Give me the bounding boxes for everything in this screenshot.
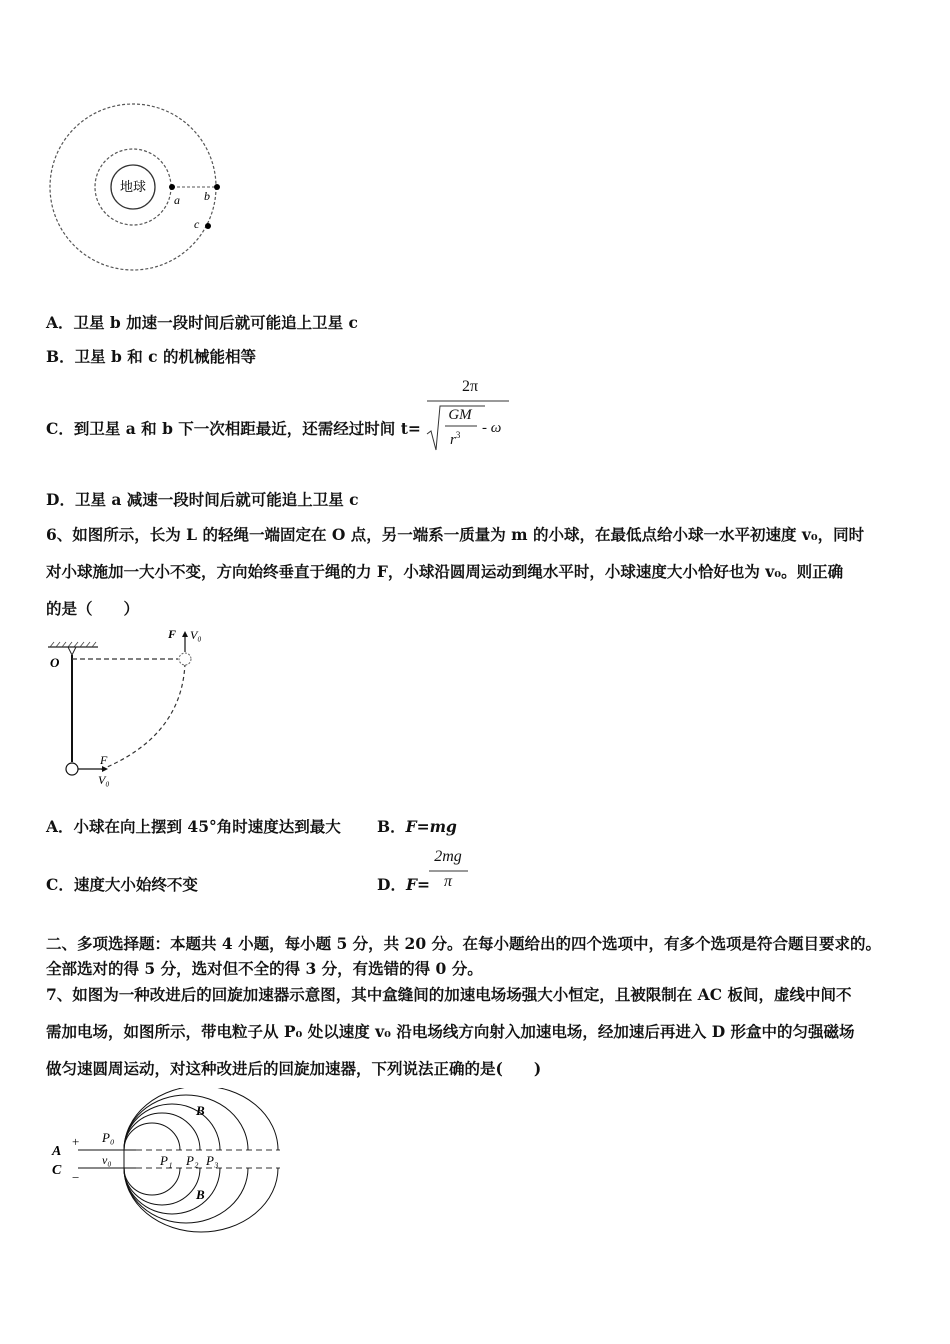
q7-stem-line3: 做匀速圆周运动，对这种改进后的回旋加速器，下列说法正确的是( ) [46, 1059, 542, 1078]
q6-d-denominator: π [443, 873, 452, 890]
label-A: A [52, 1144, 62, 1159]
q5-option-c: C．到卫星 a 和 b 下一次相距最近，还需经过时间 t= [46, 419, 421, 438]
label-P0: P₀ [102, 1130, 115, 1145]
label-V0-bottom: V₀ [98, 773, 110, 787]
label-minus: − [72, 1170, 80, 1185]
section2-line1: 二、多项选择题：本题共 4 小题，每小题 5 分，共 20 分。在每小题给出的四个选项中，有多个选项是符合题目要求的。 [46, 934, 882, 953]
q6-option-a: A．小球在向上摆到 45°角时速度达到最大 [46, 817, 341, 836]
q6-stem-line2: 对小球施加一大小不变，方向始终垂直于绳的力 F，小球沿圆周运动到绳水平时，小球速度大小恰好也为 v₀。则正确 [46, 562, 844, 581]
q5-c-numerator: 2π [461, 378, 479, 395]
section2-line2: 全部选对的得 5 分，选对但不全的得 3 分，有选错的得 0 分。 [46, 959, 483, 978]
q6-option-b: B．F=mg [377, 817, 457, 836]
q5-c-gm: GM [448, 407, 472, 423]
earth-label: 地球 [120, 179, 147, 194]
q6-stem-line3: 的是（ ） [46, 599, 140, 618]
label-P2: P₂ [186, 1153, 199, 1168]
label-C: C [52, 1163, 62, 1178]
q5-option-a: A．卫星 b 加速一段时间后就可能追上卫星 c [46, 313, 358, 332]
pendulum-figure [42, 622, 222, 792]
label-F-top: F [168, 627, 177, 641]
label-v0: v₀ [102, 1153, 112, 1167]
label-plus: + [72, 1134, 80, 1149]
label-c: c [194, 217, 200, 231]
cyclotron-figure [46, 1088, 286, 1248]
label-P1: P₁ [160, 1153, 173, 1168]
satellite-b [214, 184, 220, 190]
q6-option-c: C．速度大小始终不变 [46, 875, 198, 894]
satellite-orbit-figure [40, 90, 240, 280]
q5-option-b: B．卫星 b 和 c 的机械能相等 [46, 347, 256, 366]
q6-stem-line1: 6、如图所示，长为 L 的轻绳一端固定在 O 点，另一端系一质量为 m 的小球，在最低点给小球一水平初速度 v₀，同时 [46, 525, 865, 544]
satellite-a [169, 184, 175, 190]
q7-stem-line1: 7、如图为一种改进后的回旋加速器示意图，其中盒缝间的加速电场场强大小恒定，且被限制在 AC 板间，虚线中间不 [46, 985, 852, 1004]
label-P3: P₃ [206, 1153, 219, 1168]
label-F-bottom: F [100, 753, 108, 767]
q5-c-r: $r^3$ [450, 430, 461, 448]
ball-top [179, 653, 191, 665]
q6-d-numerator: 2mg [434, 848, 462, 865]
q5-option-d: D．卫星 a 减速一段时间后就可能追上卫星 c [46, 490, 359, 509]
label-a: a [174, 193, 180, 207]
label-b: b [204, 189, 210, 203]
label-O: O [50, 655, 60, 670]
q7-stem-line2: 需加电场，如图所示，带电粒子从 P₀ 处以速度 v₀ 沿电场线方向射入加速电场，经加速后再进入 D 形盒中的匀强磁场 [46, 1022, 855, 1041]
label-V0-top: V₀ [190, 628, 202, 642]
label-B-bottom: B [196, 1187, 205, 1202]
satellite-c [205, 223, 211, 229]
ball-bottom [66, 763, 78, 775]
q5-c-tail: - ω [482, 420, 502, 436]
label-B-top: B [196, 1103, 205, 1118]
q6-option-d: D．F= [377, 875, 430, 894]
